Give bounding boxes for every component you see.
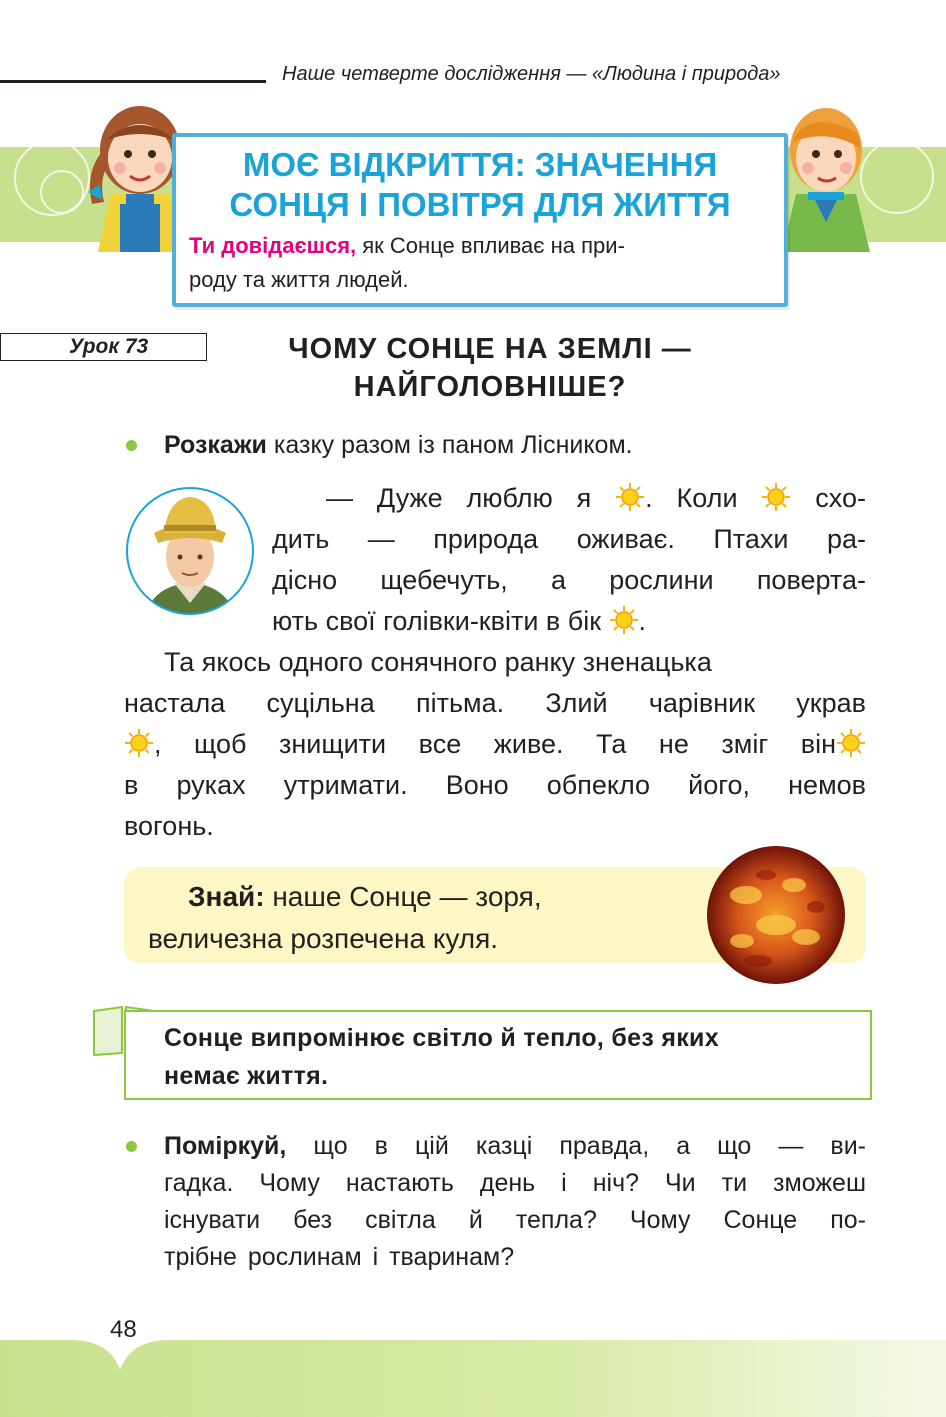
think-line3: існувати без світла й тепла? Чому Сонце по-	[164, 1206, 866, 1234]
topic-lead: Ти довідаєшся,	[189, 233, 357, 258]
story-p2-l3a: , щоб знищити все живе. Та не зміг він	[154, 729, 836, 759]
lesson-label-box	[0, 333, 207, 361]
task-tell-bold: Розкажи	[164, 431, 267, 459]
know-bold: Знай:	[188, 881, 265, 912]
sun-icon	[609, 605, 639, 635]
story-p2-line4: в руках утримати. Воно обпекло його, немов	[124, 770, 866, 800]
lesson-title-line1: ЧОМУ СОНЦЕ НА ЗЕМЛІ —	[288, 333, 692, 365]
think-line4: трібне рослинам і тваринам?	[164, 1243, 515, 1271]
boy-illustration	[778, 92, 874, 252]
story-p2-line3	[124, 724, 866, 765]
think-l1-rest: що в цій казці правда, а що — ви-	[286, 1132, 866, 1160]
think-bold: Поміркуй,	[164, 1132, 287, 1160]
topic-title-line1: МОЄ ВІДКРИТТЯ: ЗНАЧЕННЯ	[242, 146, 718, 183]
task-tell-rest: казку разом із паном Лісником.	[266, 431, 633, 459]
story-line4	[272, 601, 646, 642]
story-p2-line1: Та якось одного сонячного ранку зненацька	[164, 647, 712, 677]
topic-intro-line2: роду та життя людей.	[189, 267, 409, 292]
know-l1-rest: наше Сонце — зоря,	[264, 881, 542, 912]
lesson-title	[230, 330, 750, 406]
page-number: 48	[110, 1316, 137, 1343]
topic-title	[176, 145, 784, 225]
lesson-title-line2: НАЙГОЛОВНІШЕ?	[353, 371, 627, 403]
topic-intro-line1	[189, 231, 625, 261]
topic-title-line2: СОНЦЯ І ПОВІТРЯ ДЛЯ ЖИТТЯ	[229, 186, 731, 223]
topic-line1-rest: як Сонце впливає на при-	[356, 233, 625, 258]
running-header: Наше четверте дослідження — «Людина і природа»	[282, 63, 781, 85]
know-line1	[188, 876, 542, 917]
header-rule	[0, 80, 266, 83]
footer-band	[0, 1340, 946, 1417]
story-p2-line5: вогонь.	[124, 811, 214, 841]
story-l4b: .	[638, 606, 647, 636]
bullet	[126, 440, 137, 451]
story-l4a: ють свої голівки-квіти в бік	[272, 606, 609, 636]
task-tell	[164, 426, 633, 464]
sun-icon	[761, 482, 791, 512]
sun-icon	[836, 728, 866, 758]
story-l1a: — Дуже люблю я	[326, 483, 616, 513]
topic-box	[172, 133, 788, 307]
sun-photo	[706, 845, 846, 985]
know-line2: величезна розпечена куля.	[148, 923, 499, 954]
story-line1	[272, 478, 866, 519]
think-line2: гадка. Чому настають день і ніч? Чи ти зможеш	[164, 1169, 866, 1197]
story-p2-line2: настала суцільна пітьма. Злий чарівник украв	[124, 688, 866, 718]
leaf-decoration	[40, 170, 84, 214]
story-line2: дить — природа оживає. Птахи ра-	[272, 524, 866, 554]
lesson-label: Урок 73	[69, 335, 149, 358]
rule-line2: немає життя.	[164, 1062, 329, 1090]
story-l1b: . Коли	[645, 483, 762, 513]
forester-portrait	[124, 485, 256, 617]
sun-icon	[124, 728, 154, 758]
bullet	[126, 1141, 137, 1152]
think-line1	[164, 1128, 866, 1165]
story-line3: дісно щебечуть, а рослини поверта-	[272, 565, 866, 595]
story-l1c: схо-	[791, 483, 866, 513]
rule-line1: Сонце випромінює світло й тепло, без яких	[164, 1024, 719, 1052]
sun-icon	[615, 482, 645, 512]
